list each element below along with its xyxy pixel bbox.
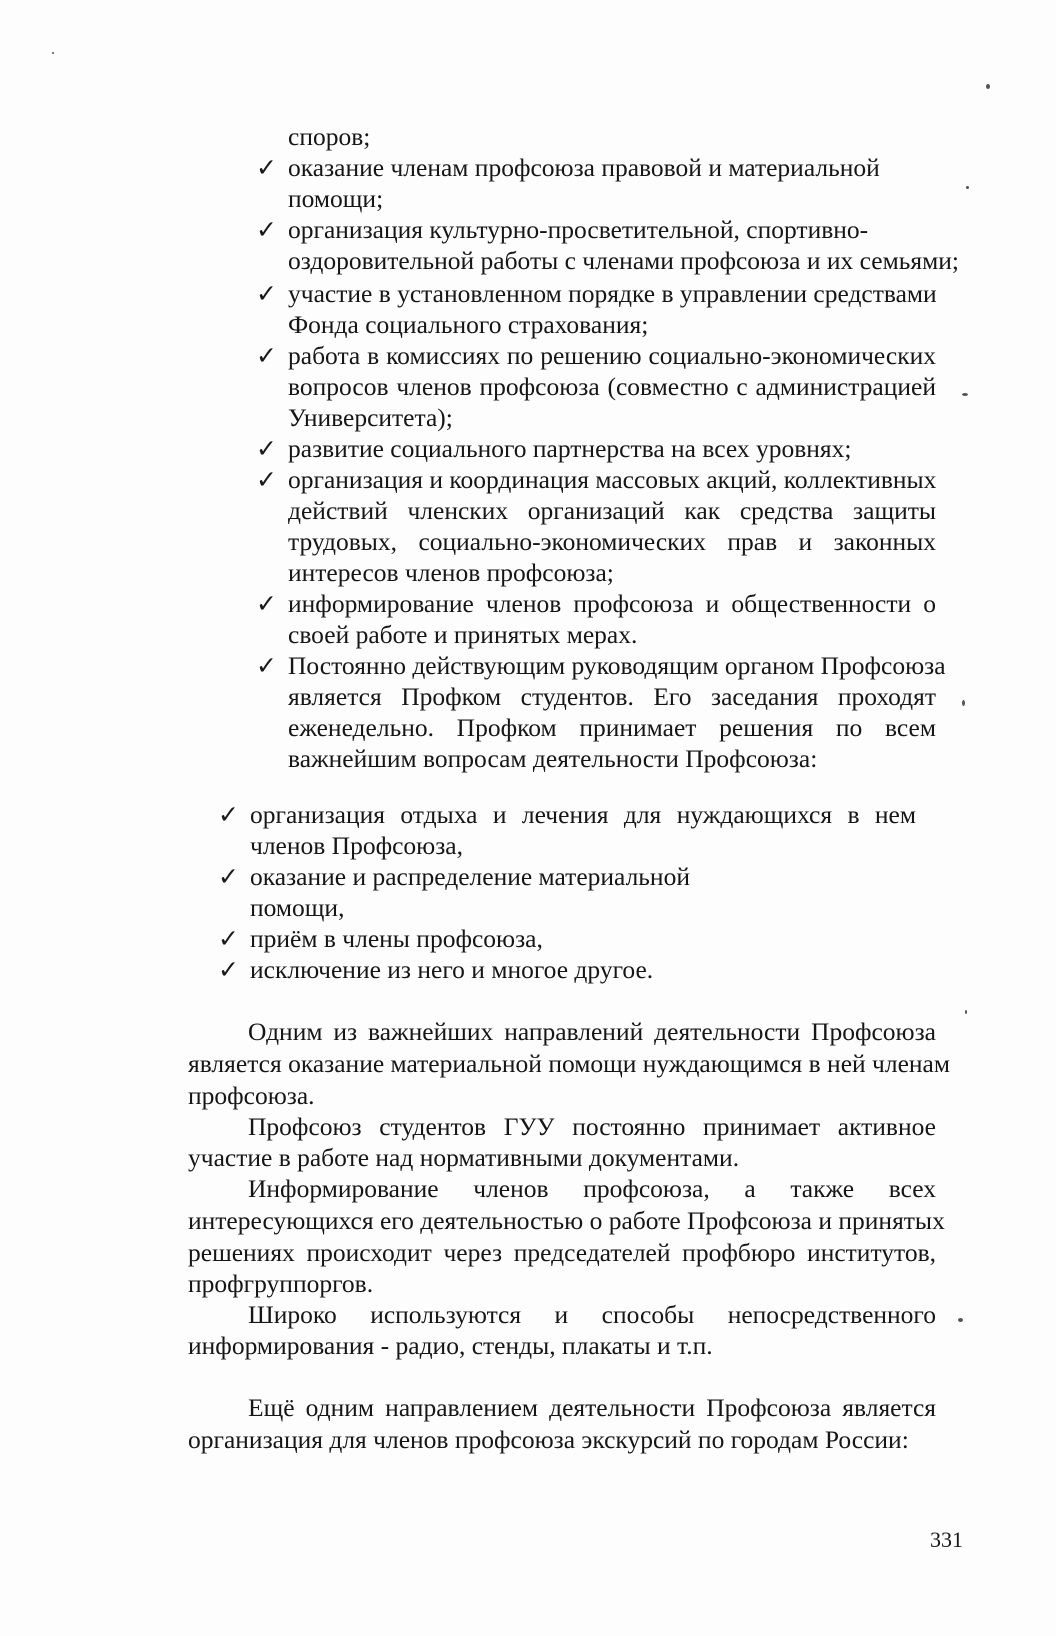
scan-speck bbox=[965, 1010, 967, 1014]
paragraph-line: участие в работе над нормативными документами. bbox=[188, 1143, 740, 1172]
paragraph-line: Информирование членов профсоюза, а также всех bbox=[248, 1174, 936, 1203]
list-item-text: помощи, bbox=[250, 893, 345, 922]
list-item-text: своей работе и принятых мерах. bbox=[288, 620, 638, 649]
list-item-text: Постоянно действующим руководящим органом Профсоюза bbox=[288, 651, 946, 680]
list-item-text: оздоровительной работы с членами профсоюза и их семьями; bbox=[288, 246, 959, 275]
list-item-text: членов Профсоюза, bbox=[250, 831, 464, 860]
list-item-text: работа в комиссиях по решению социально-экономических bbox=[288, 341, 936, 370]
scan-speck bbox=[962, 393, 968, 396]
check-icon: ✓ bbox=[256, 153, 277, 182]
list-item-text: действий членских организаций как средства защиты bbox=[288, 496, 936, 525]
list-item-text: трудовых, социально-экономических прав и законных bbox=[288, 527, 936, 556]
paragraph-line: информирования - радио, стенды, плакаты и т.п. bbox=[188, 1331, 713, 1360]
paragraph-line: Широко используются и способы непосредственного bbox=[248, 1300, 936, 1329]
scan-speck bbox=[962, 700, 965, 706]
list-item-text: исключение из него и многое другое. bbox=[250, 955, 654, 984]
paragraph-line: Профсоюз студентов ГУУ постоянно принимает активное bbox=[248, 1112, 936, 1141]
list-item-text: участие в установленном порядке в управлении средствами bbox=[288, 279, 937, 308]
paragraph-line: решениях происходит через председателей профбюро институтов, bbox=[188, 1238, 936, 1267]
paragraph-line: интересующихся его деятельностью о работе Профсоюза и принятых bbox=[188, 1206, 945, 1235]
list-item-text: приём в члены профсоюза, bbox=[250, 924, 543, 953]
check-icon: ✓ bbox=[256, 215, 277, 244]
check-icon: ✓ bbox=[256, 651, 277, 680]
check-icon: ✓ bbox=[218, 800, 239, 829]
list-item-text: Университета); bbox=[288, 403, 453, 432]
check-icon: ✓ bbox=[256, 279, 277, 308]
list-item-text: вопросов членов профсоюза (совместно с администрацией bbox=[288, 372, 936, 401]
list-item-text: организация культурно-просветительной, спортивно- bbox=[288, 215, 869, 244]
scan-speck bbox=[966, 186, 969, 189]
list-item-text: помощи; bbox=[288, 184, 384, 213]
check-icon: ✓ bbox=[218, 862, 239, 891]
check-icon: ✓ bbox=[256, 589, 277, 618]
list-item-text: споров; bbox=[288, 122, 371, 151]
page-number: 331 bbox=[930, 1527, 963, 1552]
list-item-text: развитие социального партнерства на всех уровнях; bbox=[288, 434, 852, 463]
list-item-text: еженедельно. Профком принимает решения по всем bbox=[288, 713, 936, 742]
check-icon: ✓ bbox=[256, 465, 277, 494]
scan-speck bbox=[958, 1318, 963, 1322]
list-item-text: организация отдыха и лечения для нуждающихся в нем bbox=[250, 800, 916, 829]
list-item-text: Фонда социального страхования; bbox=[288, 310, 649, 339]
check-icon: ✓ bbox=[218, 924, 239, 953]
list-item-text: оказание и распределение материальной bbox=[250, 862, 690, 891]
check-icon: ✓ bbox=[218, 955, 239, 984]
paragraph-line: является оказание материальной помощи нуждающимся в ней членам bbox=[188, 1049, 951, 1078]
list-item-text: оказание членам профсоюза правовой и материальной bbox=[288, 153, 880, 182]
scan-speck bbox=[52, 52, 54, 54]
paragraph-line: профгруппоргов. bbox=[188, 1269, 374, 1298]
list-item-text: является Профком студентов. Его заседания проходят bbox=[288, 682, 936, 711]
paragraph-line: Ещё одним направлением деятельности Профсоюза является bbox=[248, 1393, 936, 1422]
check-icon: ✓ bbox=[256, 341, 277, 370]
scan-speck bbox=[986, 84, 990, 89]
paragraph-line: организация для членов профсоюза экскурсий по городам России: bbox=[188, 1425, 909, 1454]
paragraph-line: Одним из важнейших направлений деятельности Профсоюза bbox=[248, 1017, 936, 1046]
list-item-text: информирование членов профсоюза и общественности о bbox=[288, 589, 936, 618]
paragraph-line: профсоюза. bbox=[188, 1081, 315, 1110]
list-item-text: интересов членов профсоюза; bbox=[288, 558, 614, 587]
list-item-text: важнейшим вопросам деятельности Профсоюза: bbox=[288, 744, 818, 773]
list-item-text: организация и координация массовых акций, коллективных bbox=[288, 465, 937, 494]
check-icon: ✓ bbox=[256, 434, 277, 463]
